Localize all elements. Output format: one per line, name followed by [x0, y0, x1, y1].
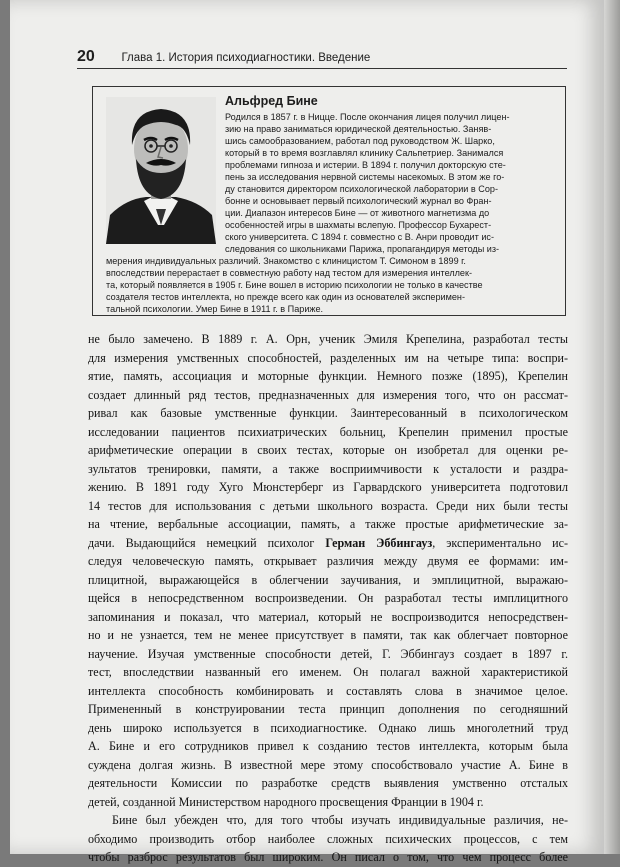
text-line: детей, созданной Министерством народного просвещения Франции в 1904 г.: [88, 794, 484, 809]
bio-line: впоследствии перерастает в совместную работу над тестом для измерения интеллек-: [106, 268, 473, 278]
text-line: щейся в непосредственном воспроизведении. Он разработал тесты имплицитного: [88, 591, 568, 605]
text-segment: дачи. Выдающийся немецкий психолог: [88, 535, 326, 550]
text-line: А. Бине и его сотрудников привел к созданию тестов интеллекта, которым была: [88, 739, 568, 753]
bio-line: ции. Диапазон интересов Бине — от животного магнетизма до: [225, 208, 490, 218]
bio-line: шись самообразованием, работал под руководством Ж. Шарко,: [225, 136, 495, 146]
text-line: создает длинный ряд тестов, предназначенных для измерения того, что он рассмат-: [88, 387, 568, 402]
page-spine-shadow: [604, 0, 620, 854]
text-line: исследовании пациентов психиатрических больниц, Крепелин применил простые: [88, 424, 568, 439]
text-line: плицитной, выражающейся в облегчении заучивания, и эмплицитной, выражаю-: [88, 572, 568, 587]
text-line: чтобы разброс результатов был широким. Он писал о том, что чем процесс более: [88, 850, 568, 864]
header-rule: [77, 68, 567, 69]
paragraph-start: Бине был убежден что, для того чтобы изучать индивидуальные различия, не-: [112, 813, 568, 827]
portrait-image: [106, 97, 216, 244]
text-line: научение. Изучая умственные способности детей, Г. Эббингауз создает в 1897 г.: [88, 646, 568, 661]
text-line: запоминания и показал, что материал, который не воспроизводится непосредствен-: [88, 609, 568, 624]
text-line: но и не узнается, тем не менее присутствует в памяти, так как облегчает повторное: [88, 628, 568, 642]
bio-line: особенностей игры в шахматы вслепую. Профессор Бухарест-: [225, 220, 492, 230]
bio-line: проблемами гипноза и истерии. В 1894 г. получил докторскую сте-: [225, 160, 506, 170]
main-text: [88, 330, 568, 867]
page-number: 20: [77, 48, 95, 65]
page-header: [77, 48, 565, 66]
text-line-with-name: [88, 534, 568, 553]
text-line: на чтение, вербальные ассоциации, память, а также простые арифметические за-: [88, 517, 568, 531]
bio-line: следования со школьниками Парижа, пропагандируя методы из-: [225, 244, 500, 254]
bio-line: зию на право заниматься юридической деятельностью. Заняв-: [225, 124, 492, 134]
text-line: интеллекта способность комбинировать и составлять слова в значимое целое.: [88, 683, 568, 698]
bold-name: Герман Эббингауз: [325, 535, 433, 550]
text-line: Примененный в конструировании теста принцип дополнения по сегодняшний: [88, 702, 568, 716]
bio-line: та, который появляется в 1905 г. Бине вошел в историю психологии не только в качестве: [106, 280, 483, 290]
text-line: день широко используется в психодиагностике. Однако лишь многолетний труд: [88, 720, 568, 735]
text-line: не было замечено. В 1889 г. А. Орн, ученик Эмиля Крепелина, разработал тесты: [88, 332, 568, 346]
running-title: Глава 1. История психодиагностики. Введение: [121, 52, 371, 64]
bio-line: который в то время возглавлял клинику Сальпетриер. Занимался: [225, 148, 504, 158]
bio-line: пень за исследования нервной системы насекомых. В этом же го-: [225, 172, 505, 182]
text-line: жению. В 1891 году Хуго Мюнстерберг из Гарвардского университета подготовил: [88, 480, 568, 494]
text-segment: , экспериментально ис-: [432, 535, 568, 550]
bio-line: тальной психологии. Умер Бине в 1911 г. в Париже.: [106, 304, 324, 314]
bio-line: ского университета. С 1894 г. совместно с В. Анри проводит ис-: [225, 232, 494, 242]
bio-line: бонне и основывает первый психологический журнал во Фран-: [225, 196, 492, 206]
text-line: следуя человеческую память, открывает различия между двумя ее формами: им-: [88, 554, 568, 568]
portrait-illustration: [106, 97, 216, 244]
text-line: ятие, память, ассоциация и моторные функции. Немного позже (1895), Крепелин: [88, 369, 568, 383]
text-line: для измерения умственных способностей, разделенных им на четыре типа: воспри-: [88, 350, 568, 365]
text-line: зультатов тренировки, памяти, а также восприимчивости к усталости и раздра-: [88, 461, 568, 476]
text-line: тест, впоследствии названный его именем. Он полагал важной характеристикой: [88, 665, 568, 679]
text-line: деятельности Комиссии по разработке средств выявления умственно отсталых: [88, 776, 568, 790]
text-line: ривал как базовые умственные функции. Заинтересованный в психологическом: [88, 406, 568, 420]
bio-line: Родился в 1857 г. в Ницце. После окончания лицея получил лицен-: [225, 112, 510, 122]
text-line: обходимо производить отбор наиболее сложных психических процессов, с тем: [88, 831, 568, 846]
bio-title: Альфред Бине: [225, 94, 318, 108]
bio-line: мерения индивидуальных различий. Знакомство с клиницистом Т. Симоном в 1899 г.: [106, 256, 466, 266]
text-line: суждена долгая жизнь. В известной мере этому способствовало участие А. Бине в: [88, 757, 568, 772]
text-line: арифметические операции в своих тестах, которые он изобретал для оценки ре-: [88, 443, 568, 457]
bio-line: создателя тестов интеллекта, но прежде всего как один из основателей эксперимен-: [106, 292, 465, 302]
text-line: 14 тестов для использования с детьми школьного возраста. Среди них были тесты: [88, 498, 568, 513]
bio-line: ду становится директором психологической лаборатории в Сор-: [225, 184, 498, 194]
biography-box: [92, 86, 566, 316]
